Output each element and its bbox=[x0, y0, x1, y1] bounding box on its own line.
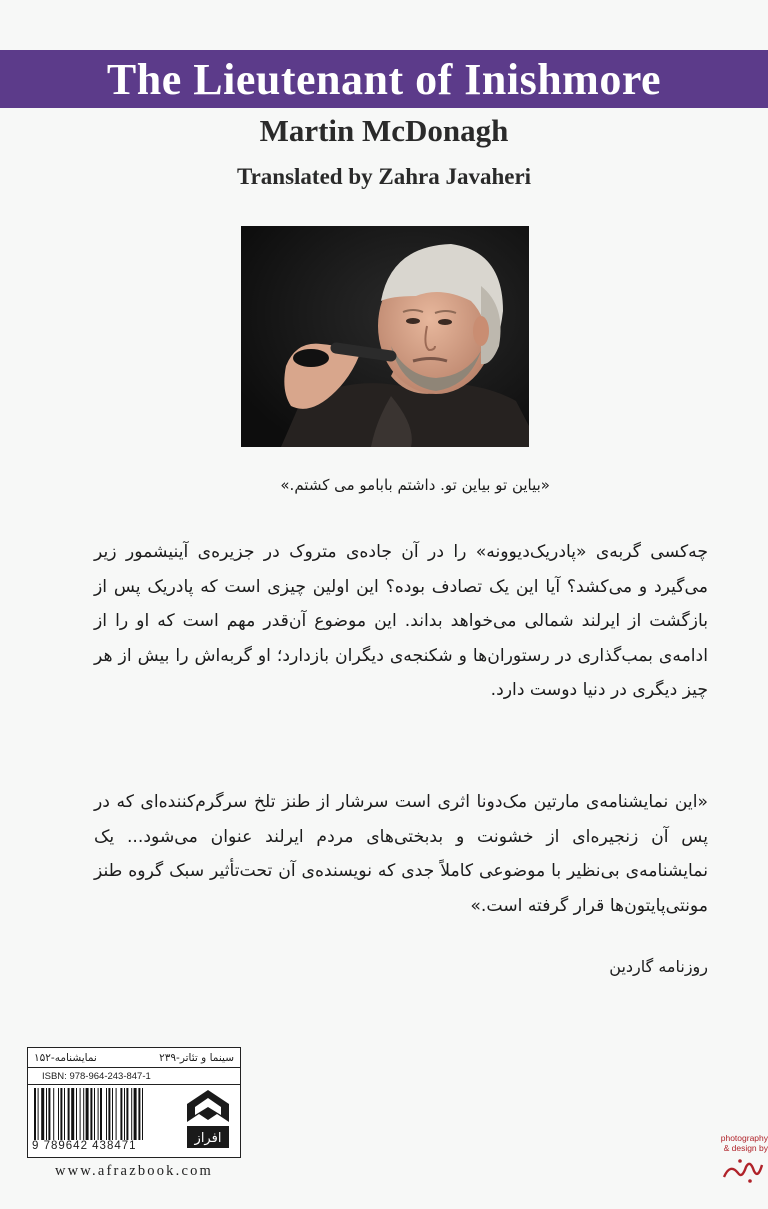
credit-line-2: & design by bbox=[723, 1143, 768, 1153]
barcode-panel bbox=[27, 1047, 241, 1158]
isbn-number: ISBN: 978-964-243-847-1 bbox=[28, 1068, 240, 1085]
book-title: The Lieutenant of Inishmore bbox=[106, 54, 662, 104]
series-row bbox=[28, 1048, 240, 1068]
designer-signature-icon bbox=[720, 1155, 764, 1185]
series-theatre: سینما و تئاتر-۲۳۹ bbox=[159, 1051, 234, 1064]
svg-text:افراز: افراز bbox=[194, 1131, 222, 1146]
translator-line: Translated by Zahra Javaheri bbox=[236, 164, 532, 189]
author-photo bbox=[241, 226, 529, 447]
barcode-bars bbox=[34, 1088, 176, 1140]
author-name: Martin McDonagh bbox=[259, 113, 509, 148]
barcode-digits: 9 789642 438471 bbox=[32, 1140, 137, 1152]
publisher-website: www.afrazbook.com bbox=[54, 1163, 214, 1179]
epigraph-quote: «بیاین تو بیاین تو. داشتم بابامو می کشتم.» bbox=[280, 476, 550, 494]
blurb-paragraph-1: چه‌کسی گربه‌ی «پادریک‌دیوونه» را در آن جاده‌ی متروک در جزیره‌ی آینیشمور زیر می‌گیرد و می‌کشد؟ آیا این یک تصادف بوده؟ این اولین چیزی است که پادریک پس از بازگشت از ایرلند شمالی می‌خواهد بداند. این موضوع آن‌قدر مهم است که او را از ادامه‌ی بمب‌گذاری در رستوران‌ها و شکنجه‌ی دیگران بازدارد؛ او گربه‌اش را بیش از هر چیز دیگری در دنیا دوست دارد. bbox=[94, 542, 708, 700]
title-band bbox=[0, 50, 768, 108]
publisher-logo bbox=[179, 1088, 237, 1154]
design-credit bbox=[700, 1133, 768, 1153]
series-play-number: نمایشنامه-۱۵۲ bbox=[34, 1051, 97, 1064]
review-paragraph: «این نمایشنامه‌ی مارتین مک‌دونا اثری است سرشار از طنز تلخ سرگرم‌کننده‌ای که در پس آن زنجیره‌ای از خشونت و بدبختی‌های مردم ایرلند عنوان می‌شود... یک نمایشنامه‌ی بی‌نظیر با موضوعی کاملاً جدی که نویسنده‌ی آن تحت‌تأثیر سبک گروه طنز مونتی‌پایتون‌ها قرار گرفته است.» bbox=[94, 792, 708, 916]
review-source: روزنامه گاردین bbox=[609, 957, 708, 976]
credit-line-1: photography bbox=[720, 1133, 768, 1143]
